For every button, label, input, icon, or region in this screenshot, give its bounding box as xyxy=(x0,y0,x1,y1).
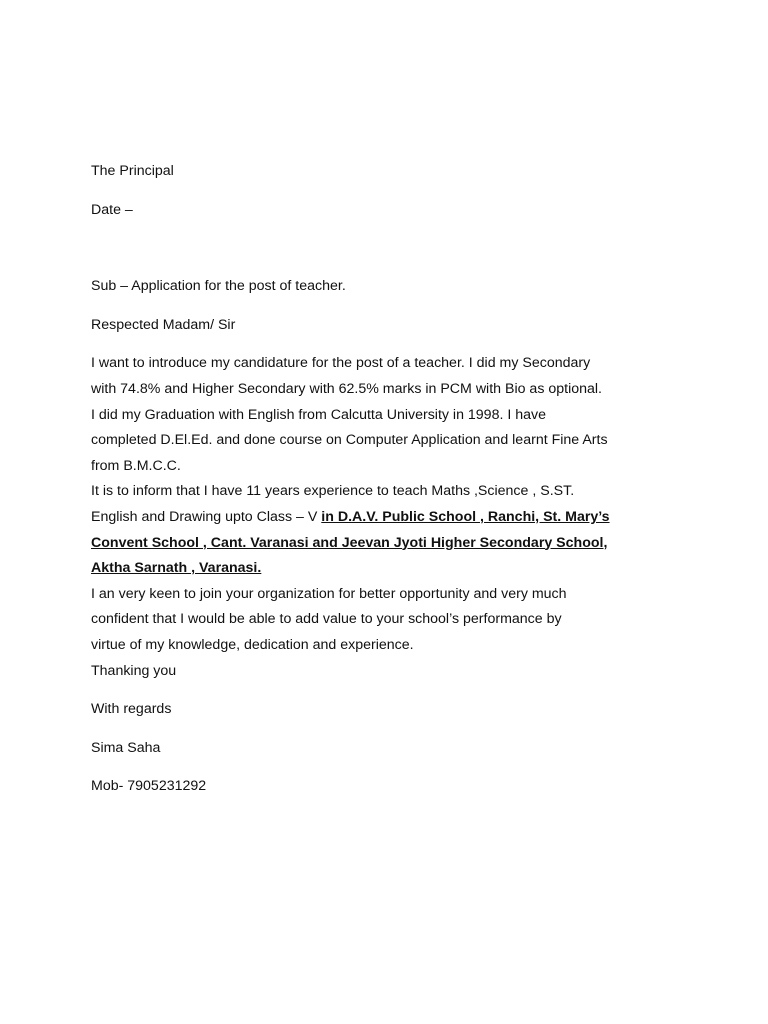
paragraph-line xyxy=(91,556,681,582)
paragraph-line: virtue of my knowledge, dedication and experience. xyxy=(91,636,414,653)
paragraph-line: with 74.8% and Higher Secondary with 62.5% marks in PCM with Bio as optional. xyxy=(91,380,602,397)
paragraph-experience xyxy=(91,479,681,581)
recipient-line: The Principal xyxy=(91,163,174,179)
paragraph-line: confident that I would be able to add value to your school’s performance by xyxy=(91,611,562,628)
closing-thanks: Thanking you xyxy=(91,662,177,679)
letter-body xyxy=(91,159,681,800)
closing-regards: With regards xyxy=(91,701,172,718)
paragraph-line xyxy=(91,505,681,531)
paragraph-line: I want to introduce my candidature for the post of a teacher. I did my Secondary xyxy=(91,355,591,372)
school-names-line: Convent School , Cant. Varanasi and Jeevan Jyoti Higher Secondary School, xyxy=(91,534,608,551)
subject-line: Sub – Application for the post of teacher. xyxy=(91,278,346,295)
experience-plain-text: English and Drawing upto Class – V xyxy=(91,508,322,525)
salutation-line: Respected Madam/ Sir xyxy=(91,316,236,333)
date-line: Date – xyxy=(91,201,133,218)
signature-name: Sima Saha xyxy=(91,739,161,756)
paragraph-qualifications xyxy=(91,351,681,479)
paragraph-line: I did my Graduation with English from Calcutta University in 1998. I have xyxy=(91,406,546,423)
paragraph-line: I an very keen to join your organization for better opportunity and very much xyxy=(91,585,567,602)
mobile-number: Mob- 7905231292 xyxy=(91,778,207,795)
paragraph-line: completed D.El.Ed. and done course on Computer Application and learnt Fine Arts xyxy=(91,432,608,449)
school-names-text: in D.A.V. Public School , Ranchi, St. Mary’s xyxy=(321,508,610,525)
paragraph-motivation xyxy=(91,582,681,659)
school-names-text: Aktha Sarnath , Varanasi. xyxy=(91,560,262,577)
paragraph-line: It is to inform that I have 11 years experience to teach Maths ,Science , S.ST. xyxy=(91,483,575,500)
paragraph-line: from B.M.C.C. xyxy=(91,457,181,474)
